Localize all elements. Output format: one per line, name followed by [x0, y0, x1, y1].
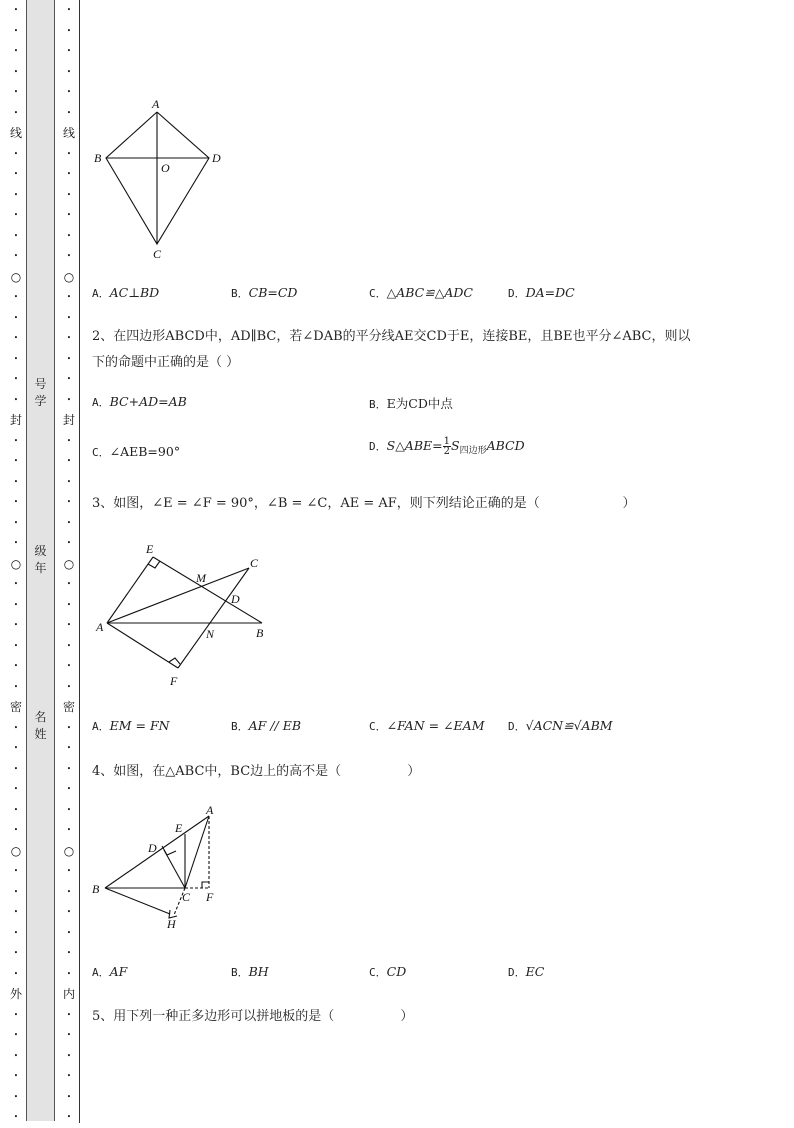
left-dot: •	[13, 682, 19, 691]
label-a: A	[152, 97, 160, 111]
right-dot: •	[66, 149, 72, 158]
q4-stem: 4、如图，在△ABC中，BC边上的高不是（ ）	[92, 764, 421, 779]
label-e: E	[175, 821, 183, 835]
q2-stem-line2: 下的命题中正确的是（ ）	[92, 355, 240, 370]
left-cut-mark: 线	[10, 126, 23, 140]
left-cut-mark: ○	[10, 843, 22, 858]
q3-option-b[interactable]: B．AF // EB	[231, 718, 302, 733]
label-d: D	[212, 151, 221, 165]
right-dot: •	[66, 170, 72, 178]
left-dot: •	[13, 785, 19, 793]
right-dot: •	[66, 231, 72, 240]
left-cut-mark: 密	[10, 700, 23, 714]
right-dot: •	[66, 375, 72, 383]
label-c: C	[182, 890, 191, 904]
right-dot: •	[66, 190, 72, 199]
right-dot: •	[66, 252, 72, 260]
right-dot: •	[66, 826, 72, 834]
left-dot: •	[13, 887, 19, 896]
right-dot: •	[66, 88, 72, 96]
left-cut-mark: ○	[10, 556, 22, 571]
left-dot: •	[13, 6, 19, 14]
label-e: E	[146, 542, 154, 556]
q5-stem: 5、用下列一种正多边形可以拼地板的是（ ）	[92, 1009, 414, 1024]
label-b: B	[256, 626, 264, 640]
q3-option-d[interactable]: D．√ACN≌√ABM	[508, 718, 613, 733]
right-dot: •	[66, 498, 72, 506]
left-dot: •	[13, 969, 19, 978]
right-dot: •	[66, 1092, 72, 1101]
right-dot: •	[66, 949, 72, 957]
left-dot: •	[13, 928, 19, 937]
left-dot: •	[13, 1051, 19, 1060]
q2-option-a[interactable]: A．BC+AD=AB	[92, 394, 187, 409]
label-b: B	[94, 151, 102, 165]
left-dot: •	[13, 354, 19, 363]
right-dot: •	[66, 969, 72, 978]
right-dot: •	[66, 1010, 72, 1019]
left-dot: •	[13, 190, 19, 199]
q4-option-b[interactable]: B．BH	[231, 964, 269, 979]
left-dot: •	[13, 108, 19, 117]
right-cut-mark: ○	[63, 556, 75, 571]
q2-stem-line1: 2、在四边形ABCD中，AD∥BC，若∠DAB的平分线AE交CD于E，连接BE，且BE也平分∠ABC，则以	[92, 329, 691, 344]
left-dot: •	[13, 621, 19, 629]
right-dot: •	[66, 436, 72, 445]
left-dot: •	[13, 375, 19, 383]
right-dot: •	[66, 867, 72, 875]
left-dot: •	[13, 662, 19, 670]
left-dot: •	[13, 600, 19, 609]
q2-option-c[interactable]: C．∠AEB=90°	[92, 444, 181, 459]
right-dot: •	[66, 580, 72, 588]
q1-option-c[interactable]: C．△ABC≌△ADC	[369, 285, 473, 300]
left-dot: •	[13, 764, 19, 773]
q4-option-a[interactable]: A．AF	[92, 964, 128, 979]
right-dot: •	[66, 293, 72, 301]
right-dot: •	[66, 518, 72, 527]
left-dot: •	[13, 211, 19, 219]
right-dot: •	[66, 457, 72, 465]
right-cut-mark: ○	[63, 843, 75, 858]
label-c: C	[153, 247, 162, 261]
left-dot: •	[13, 1113, 19, 1121]
fraction-half: $\frac{1}{2}$	[443, 436, 450, 457]
right-dot: •	[66, 47, 72, 55]
right-dot: •	[66, 928, 72, 937]
left-dot: •	[13, 252, 19, 260]
right-dot: •	[66, 805, 72, 814]
left-dot: •	[13, 908, 19, 916]
left-dot: •	[13, 293, 19, 301]
label-h: H	[167, 917, 176, 931]
q4-option-c[interactable]: C．CD	[369, 964, 407, 979]
right-dot: •	[66, 1031, 72, 1039]
label-d: D	[148, 841, 157, 855]
left-dot: •	[13, 1092, 19, 1101]
right-dotted-line	[64, 0, 74, 1123]
right-dot: •	[66, 764, 72, 773]
q1-option-a[interactable]: A．AC⊥BD	[92, 285, 160, 300]
right-dot: •	[66, 313, 72, 322]
binding-margin	[0, 0, 82, 1123]
left-dot: •	[13, 26, 19, 35]
left-dot: •	[13, 744, 19, 752]
q3-option-c[interactable]: C．∠FAN = ∠EAM	[369, 718, 485, 733]
label-c: C	[250, 556, 259, 570]
label-f: F	[170, 674, 178, 688]
left-dot: •	[13, 1072, 19, 1080]
field-nian: 年	[34, 561, 47, 575]
field-xue: 学	[34, 394, 47, 408]
left-dot: •	[13, 867, 19, 875]
left-dotted-line	[11, 0, 21, 1123]
right-cut-mark: 内	[63, 987, 76, 1001]
figure-q4	[90, 800, 230, 940]
left-cut-mark: ○	[10, 269, 22, 284]
label-f: F	[206, 890, 214, 904]
right-cut-mark: 密	[63, 700, 76, 714]
right-dot: •	[66, 1113, 72, 1121]
student-number-field	[26, 376, 55, 410]
figure-kite	[90, 95, 230, 265]
left-dot: •	[13, 826, 19, 834]
right-cut-mark: ○	[63, 269, 75, 284]
label-n: N	[206, 627, 215, 641]
label-b: B	[92, 882, 100, 896]
left-dot: •	[13, 723, 19, 732]
left-dot: •	[13, 949, 19, 957]
right-dot: •	[66, 395, 72, 404]
left-dot: •	[13, 170, 19, 178]
left-dot: •	[13, 805, 19, 814]
left-dot: •	[13, 498, 19, 506]
q1-option-d[interactable]: D．DA=DC	[508, 285, 575, 300]
left-dot: •	[13, 539, 19, 547]
label-a: A	[96, 620, 104, 634]
right-dot: •	[66, 887, 72, 896]
left-dot: •	[13, 641, 19, 650]
right-dot: •	[66, 539, 72, 547]
left-dot: •	[13, 231, 19, 240]
label-m: M	[196, 571, 206, 585]
left-dot: •	[13, 47, 19, 55]
right-dot: •	[66, 108, 72, 117]
left-dot: •	[13, 436, 19, 445]
right-dot: •	[66, 723, 72, 732]
right-dot: •	[66, 67, 72, 76]
right-dot: •	[66, 6, 72, 14]
left-dot: •	[13, 518, 19, 527]
right-dot: •	[66, 662, 72, 670]
right-dot: •	[66, 641, 72, 650]
figure-q3	[92, 537, 277, 692]
left-dot: •	[13, 334, 19, 342]
left-dot: •	[13, 1031, 19, 1039]
q3-stem: 3、如图，∠E = ∠F = 90°，∠B = ∠C，AE = AF，则下列结论正确的是（ ）	[92, 496, 636, 511]
right-dot: •	[66, 682, 72, 691]
q4-option-d[interactable]: D．EC	[508, 964, 545, 979]
field-xing: 姓	[34, 727, 47, 741]
right-dot: •	[66, 785, 72, 793]
right-dot: •	[66, 26, 72, 35]
label-d: D	[231, 592, 240, 606]
right-dot: •	[66, 621, 72, 629]
left-dot: •	[13, 580, 19, 588]
grade-field	[26, 543, 55, 577]
left-dot: •	[13, 88, 19, 96]
right-dot: •	[66, 211, 72, 219]
field-hao: 号	[34, 377, 47, 391]
left-dot: •	[13, 477, 19, 486]
left-dot: •	[13, 67, 19, 76]
left-dot: •	[13, 457, 19, 465]
right-dot: •	[66, 1072, 72, 1080]
left-cut-mark: 外	[10, 987, 23, 1001]
left-dot: •	[13, 313, 19, 322]
left-dot: •	[13, 1010, 19, 1019]
right-dot: •	[66, 1051, 72, 1060]
right-dot: •	[66, 477, 72, 486]
left-dot: •	[13, 149, 19, 158]
right-cut-mark: 线	[63, 126, 76, 140]
right-dot: •	[66, 744, 72, 752]
q3-option-a[interactable]: A．EM = FN	[92, 718, 170, 733]
right-dot: •	[66, 354, 72, 363]
label-a: A	[206, 803, 214, 817]
right-dot: •	[66, 334, 72, 342]
right-dot: •	[66, 600, 72, 609]
field-ji: 级	[34, 544, 47, 558]
name-field	[26, 709, 55, 743]
q2-option-b[interactable]: B．E为CD中点	[369, 396, 453, 411]
margin-rule	[79, 0, 80, 1123]
left-cut-mark: 封	[10, 413, 23, 427]
left-dot: •	[13, 395, 19, 404]
label-o: O	[161, 161, 170, 175]
right-cut-mark: 封	[63, 413, 76, 427]
field-ming: 名	[34, 710, 47, 724]
q2-option-d[interactable]: D．S△ABE= $\frac{1}{2}$ $S_{四边形}ABCD$	[369, 436, 525, 457]
right-dot: •	[66, 908, 72, 916]
q1-option-b[interactable]: B．CB=CD	[231, 285, 298, 300]
